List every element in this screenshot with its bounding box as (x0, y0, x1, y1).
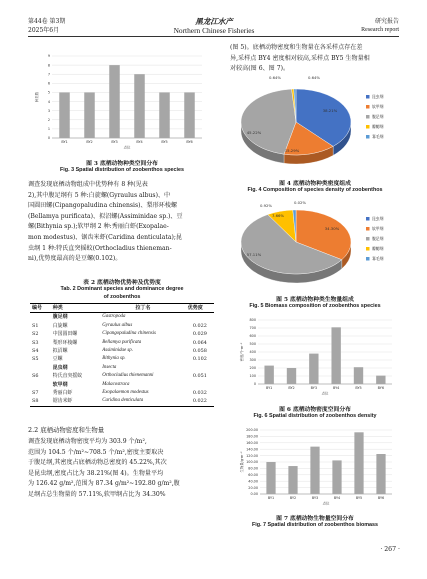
table2-cell-code: S1 (32, 322, 39, 329)
paragraph-dominant-species-line: 螺(Bithynia sp.);软甲纲 2 种:秀丽白虾(Exopalae- (28, 223, 169, 231)
x-tick-label: BY4 (136, 140, 143, 144)
legend-swatch (366, 257, 370, 261)
table2-cell-dominance: 0.064 (192, 339, 207, 346)
y-tick-label: 1 (47, 127, 50, 132)
y-tick-label: 0 (47, 136, 50, 141)
legend-swatch (366, 115, 370, 119)
bar (287, 368, 296, 384)
y-tick-label: 160.00 (246, 441, 258, 445)
legend-swatch (366, 95, 370, 99)
y-tick-label: 300 (249, 358, 256, 363)
paragraph-dominant-species-line: 调查发现底栖动物组成中优势种有 8 种(见表 (28, 181, 148, 188)
table2-cell-dominance (186, 313, 214, 322)
paragraph-density-biomass-line: 足纲占总生物量的 57.11%,软甲纲占比为 34.30% (28, 490, 166, 498)
y-tick-label: 0.00 (250, 492, 258, 497)
fig6-chart (238, 316, 398, 402)
fig5-caption-cn: 图 5 底栖动物种类生物量组成 (276, 297, 354, 303)
pie-data-label: 38.21% (322, 108, 338, 113)
table2-header-species: 种类 (51, 304, 100, 313)
paragraph-dominant-species-line: (Bellamya purificata)、拟沼螺(Assiminidae sp.)、豆 (28, 212, 183, 220)
legend-label: 瓣鳃纲 (372, 246, 384, 251)
x-tick-label: BY1 (267, 496, 275, 500)
table-row (30, 322, 214, 330)
bar (331, 327, 340, 384)
paragraph-dominant-species-line: mon modestus)、锯齿米虾(Caridina denticulata);昆 (28, 233, 182, 241)
x-tick-label: BY2 (289, 496, 297, 500)
fig4-caption-cn: 图 4 底栖动物种类密度组成 (279, 181, 351, 187)
legend-label: 昆虫纲 (372, 94, 384, 99)
table2-cell-species: 秀丽白虾 (52, 390, 73, 397)
y-tick-label: 80.00 (248, 466, 258, 471)
table-row (30, 347, 214, 355)
paragraph-spatial-difference-line: 对较高(图 6、图 7)。 (230, 65, 290, 73)
x-tick-label: BY6 (377, 386, 385, 390)
table2-cell-species: 特氏直突摇蚊 (52, 373, 83, 380)
pie-data-label: 0.92% (259, 203, 273, 208)
bar (84, 92, 95, 138)
y-tick-label: 500 (249, 342, 256, 347)
bar (266, 462, 275, 494)
y-tick-label: 120.00 (246, 453, 258, 458)
paragraph-density-biomass-line: 是昆虫纲,密度占比为 38.21%(图 4)。生物量平均 (28, 469, 164, 477)
table-row (30, 330, 214, 338)
table2-cell-species: 腹足纲 (52, 314, 68, 321)
section-label-cn: 研究报告 (374, 18, 399, 25)
y-tick-label: 180.00 (246, 434, 258, 439)
fig3-caption-en: Fig. 3 Spatial distribution of zoobenthos species (60, 167, 184, 173)
bar (264, 366, 273, 384)
bar (310, 447, 319, 494)
fig4-caption-en: Fig. 4 Composition of species density of zoobenthos (247, 187, 383, 193)
table2-cell-dominance: 0.102 (192, 356, 207, 363)
table2-cell-species: 昆虫纲 (52, 364, 68, 371)
table2-cell-dominance (186, 364, 214, 372)
section-2-2-heading: 2.2 底栖动物密度和生物量 (28, 426, 105, 434)
table2-cell-dominance: 0.051 (192, 373, 207, 380)
table2-header-latin: 拉丁名 (100, 304, 186, 313)
table2-cell-dominance: 0.058 (192, 348, 207, 355)
bar (288, 466, 297, 494)
x-tick-label: BY5 (161, 140, 168, 144)
y-tick-label: 5 (47, 90, 50, 95)
table-row (30, 355, 214, 363)
y-tick-label: 20.00 (248, 485, 258, 490)
table2-cell-code (30, 364, 51, 372)
bar (309, 354, 318, 384)
fig5-pie-chart (230, 198, 400, 293)
x-tick-label: BY5 (355, 386, 362, 390)
legend-swatch (366, 105, 370, 109)
legend-swatch (366, 237, 370, 241)
table2-cell-code: S7 (32, 390, 39, 397)
table2-cell-species: 拟沼螺 (52, 348, 68, 355)
table2-cell-latin: Bithynia sp. (102, 356, 126, 362)
x-tick-label: BY3 (310, 386, 318, 390)
bar (184, 92, 195, 138)
legend-label: 寡毛纲 (372, 134, 384, 139)
table-row (30, 381, 214, 389)
pie-data-label: 0.64% (268, 76, 282, 80)
y-axis-title: 种类数 (35, 91, 39, 103)
pie-data-label: 0.64% (307, 76, 321, 80)
table2-cell-species: 梨形环棱螺 (52, 339, 78, 346)
y-tick-label: 4 (47, 99, 50, 104)
fig7-chart (238, 426, 398, 512)
y-tick-label: 140.00 (246, 447, 258, 452)
fig6-caption-en: Fig. 6 Spatial distribution of zoobenthos density (253, 413, 377, 419)
table2-cell-dominance: 0.029 (192, 331, 207, 338)
table2-cell-latin: Exopalaemon modestus (102, 390, 149, 396)
table2-cell-latin: Malacostraca (102, 381, 130, 387)
y-tick-label: 700 (249, 326, 256, 331)
x-tick-label: BY6 (377, 496, 385, 500)
table2-cell-species: 白旋螺 (52, 322, 68, 329)
y-tick-label: 40.00 (248, 479, 258, 484)
paragraph-spatial-difference-line: 异,采样点 BY4 密度相对较高,采样点 BY5 生物量相 (230, 54, 370, 62)
x-tick-label: BY4 (333, 496, 341, 500)
x-axis-title: 点位 (321, 391, 329, 396)
bar (109, 65, 120, 138)
table-row (30, 313, 214, 322)
table2-header-dominance: 优势度 (186, 304, 214, 313)
table2-cell-species: 豆螺 (52, 356, 63, 363)
x-axis-title: 点位 (123, 145, 131, 150)
paragraph-dominant-species-line: ni),优势度最高的是豆螺(0.102)。 (28, 255, 122, 263)
paragraph-density-biomass-line: 为 126.42 g/m²,范围为 87.34 g/m²~192.80 g/m²,腹 (28, 480, 180, 488)
table2-cell-dominance: 0.022 (192, 322, 207, 329)
x-tick-label: BY3 (111, 140, 118, 144)
legend-swatch (366, 227, 370, 231)
y-tick-label: 8 (47, 63, 50, 68)
y-tick-label: 100 (249, 374, 256, 379)
page-number: · 267 · (380, 546, 400, 553)
legend-label: 瓣鳃纲 (372, 124, 384, 129)
legend-label: 软甲纲 (372, 226, 384, 231)
paragraph-dominant-species-line: 虫纲 1 种:特氏直突摇蚊(Orthocladius thieneman- (28, 244, 172, 252)
legend-label: 寡毛纲 (372, 256, 384, 261)
fig6-caption-cn: 图 6 底栖动物密度空间分布 (279, 407, 351, 413)
y-tick-label: 200.00 (246, 428, 258, 433)
header-rule (28, 36, 399, 37)
table2-cell-latin: Orthocladius thienemanni (102, 373, 154, 379)
table2-cell-latin: Caridina denticulata (100, 397, 186, 406)
journal-title-cn: 黑龙江水产 (195, 17, 233, 26)
paragraph-density-biomass-line: 调查发现底栖动物密度平均为 303.9 个/m², (28, 438, 147, 445)
fig3-chart (32, 52, 212, 154)
table-row (30, 364, 214, 372)
table2-cell-code (30, 381, 51, 389)
bar (354, 367, 363, 384)
legend-label: 腹足纲 (372, 114, 384, 119)
paragraph-spatial-difference (230, 43, 400, 75)
legend-swatch (366, 135, 370, 139)
table-row (30, 397, 214, 406)
paragraph-density-biomass-line: 于腹足纲,其密度占底栖动物总密度的 45.22%,其次 (28, 459, 167, 467)
table2-header-code: 编号 (30, 304, 51, 313)
table2-cell-dominance: 0.022 (186, 397, 214, 406)
table2-cell-latin: Gastropoda (102, 314, 126, 320)
pie-data-label: 45.22% (246, 130, 262, 135)
table-row (30, 389, 214, 397)
table2-cell-code (30, 313, 51, 322)
table2-cell-code: S3 (32, 339, 39, 346)
table2-cell-latin: Gyraulus albus (102, 322, 133, 328)
legend-swatch (366, 125, 370, 129)
y-tick-label: 6 (47, 81, 50, 86)
x-tick-label: BY1 (61, 140, 68, 144)
table2 (30, 303, 214, 407)
journal-title-en: Northern Chinese Fisheries (173, 26, 255, 35)
table2-cell-code: S6 (32, 373, 39, 380)
paragraph-spatial-difference-line: (图 5)。底栖动物密度和生物量在各采样点存在差 (230, 44, 363, 51)
fig5-caption-en: Fig. 5 Biomass composition of zoobenthos species (249, 303, 381, 309)
table2-title-en-1: Tab. 2 Dominant species and dominance degree (60, 286, 184, 292)
y-tick-label: 9 (47, 54, 50, 59)
fig7-caption-en: Fig. 7 Spatial distribution of zoobenthos biomass (251, 522, 379, 528)
pie-data-label: 7.66% (271, 213, 285, 218)
table2-title-cn: 表 2 底栖动物优势种及优势度 (83, 280, 161, 286)
fig7-caption-cn: 图 7 底栖动物生物量空间分布 (276, 516, 354, 522)
table2-cell-dominance (186, 381, 214, 389)
table-row (30, 372, 214, 380)
fig3-caption-cn: 图 3 底栖动物种类空间分布 (86, 161, 158, 167)
table2-title-en-2: of zoobenthos (103, 294, 141, 300)
y-tick-label: 0 (253, 382, 256, 387)
bar (134, 74, 145, 138)
table2-cell-species: 中国圆田螺 (52, 331, 78, 338)
bar (376, 376, 385, 384)
y-tick-label: 2 (47, 117, 50, 122)
y-tick-label: 800 (249, 318, 256, 323)
y-axis-title: 生物量/g·m⁻² (240, 451, 244, 473)
table2-cell-species: 锯齿米虾 (51, 397, 100, 406)
legend-label: 腹足纲 (372, 236, 384, 241)
y-tick-label: 7 (47, 72, 50, 77)
legend-label: 软甲纲 (372, 104, 384, 109)
table2-cell-latin: Bellamya purificata (102, 339, 142, 345)
y-tick-label: 100.00 (246, 460, 258, 465)
y-tick-label: 200 (249, 366, 256, 371)
legend-swatch (366, 217, 370, 221)
legend-label: 昆虫纲 (372, 216, 384, 221)
y-axis-title: 密度/个·m⁻² (240, 342, 244, 362)
paragraph-dominant-species-line: 2),其中腹足纲有 5 种:白旋螺(Gyraulus albus)、中 (28, 191, 171, 199)
pie-data-label: 34.30% (324, 226, 340, 231)
table2-cell-latin: Cipangopaludina chinensis (102, 331, 156, 337)
pie-data-label: 15.29% (284, 148, 300, 153)
paragraph-dominant-species-line: 国圆田螺(Cipangopaludina chinensis)、梨形环棱螺 (28, 202, 178, 210)
table2-cell-code: S8 (30, 397, 51, 406)
journal-date: 2025年6月 (28, 27, 60, 34)
x-tick-label: BY5 (355, 496, 363, 500)
bar (159, 92, 170, 138)
table2-cell-dominance: 0.032 (192, 390, 207, 397)
table2-cell-species: 软甲纲 (52, 381, 68, 388)
y-tick-label: 600 (249, 334, 256, 339)
y-tick-label: 400 (249, 350, 256, 355)
bar (376, 454, 385, 494)
y-tick-label: 3 (47, 108, 50, 113)
x-tick-label: BY4 (332, 386, 340, 390)
bar (59, 92, 70, 138)
table2-cell-latin: Insecta (102, 364, 117, 370)
paragraph-density-biomass (28, 437, 216, 501)
paragraph-dominant-species (28, 180, 216, 265)
table2-cell-code: S5 (32, 356, 39, 363)
paragraph-density-biomass-line: 范围为 104.5 个/m²~708.5 个/m²,密度主要取决 (28, 448, 164, 456)
x-axis-title: 点位 (322, 501, 330, 506)
fig4-pie-chart (230, 76, 400, 176)
bar (354, 432, 363, 494)
x-tick-label: BY1 (265, 386, 273, 390)
table2-cell-code: S4 (32, 348, 39, 355)
x-tick-label: BY6 (186, 140, 193, 144)
x-tick-label: BY3 (311, 496, 319, 500)
table2-cell-latin: Assiminidae sp. (102, 348, 133, 354)
section-label-en: Research report (361, 27, 399, 33)
pie-data-label: 0.02% (293, 200, 307, 205)
table-row (30, 339, 214, 347)
legend-swatch (366, 247, 370, 251)
y-tick-label: 60.00 (248, 473, 258, 477)
x-tick-label: BY2 (86, 140, 93, 144)
table2-cell-code: S2 (32, 331, 39, 338)
pie-data-label: 57.11% (246, 252, 262, 257)
x-tick-label: BY2 (288, 386, 295, 390)
bar (332, 460, 341, 494)
journal-issue: 第44卷 第3期 (28, 18, 66, 25)
